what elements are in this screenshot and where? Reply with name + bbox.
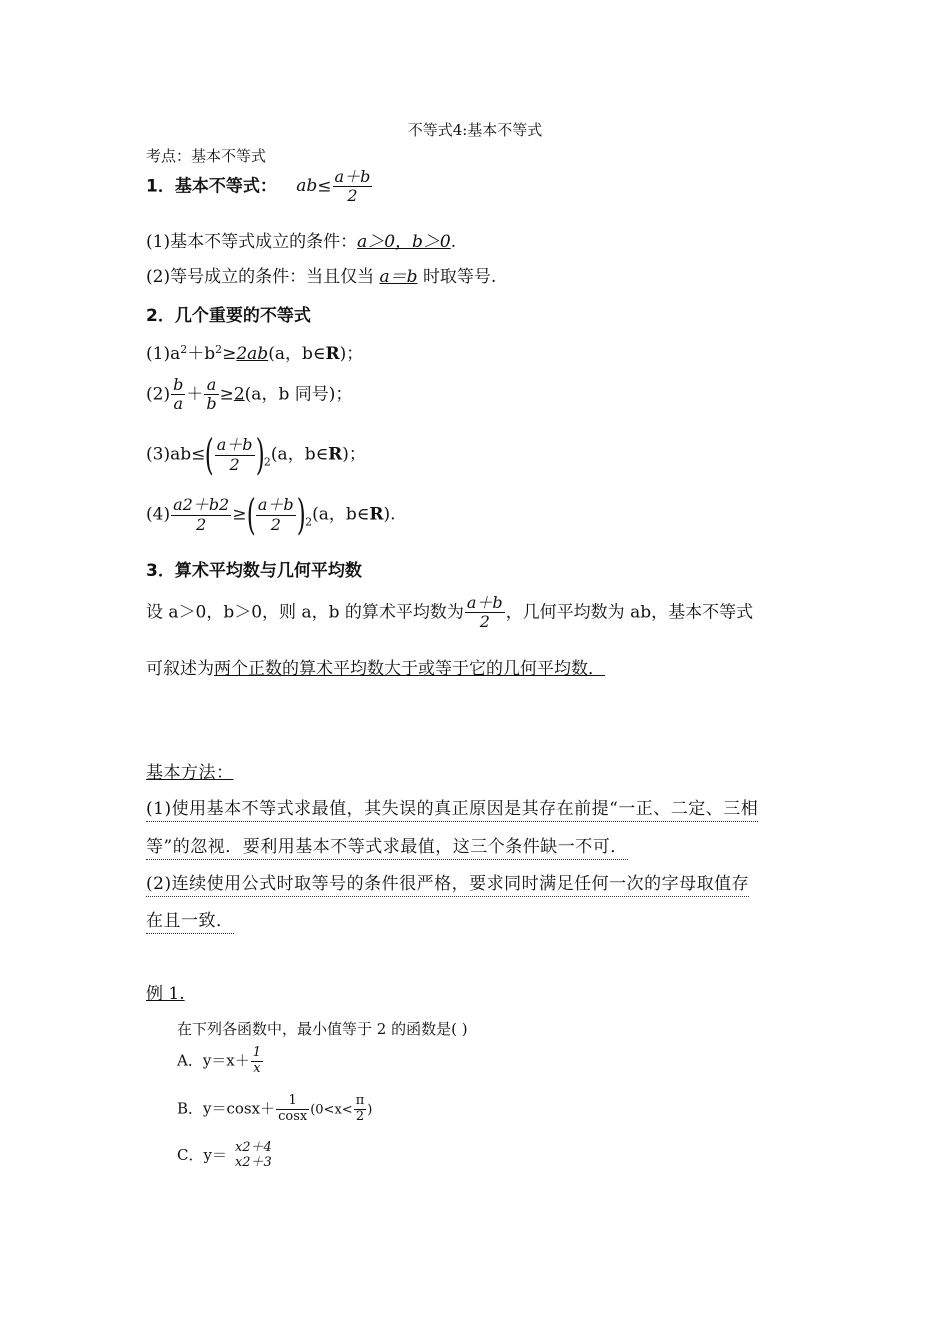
formula-lhs: ab (296, 176, 318, 197)
section2-heading: 2．几个重要的不等式 (146, 306, 311, 326)
section3-answer: 两个正数的算术平均数大于或等于它的几何平均数． (214, 659, 605, 679)
method-1-text-a: (1)使用基本不等式求最值，其失误的真正原因是其存在前提“一正、二定、三相 (146, 799, 758, 822)
ineq4-real: R (369, 504, 384, 525)
condition-2-text: (2)等号成立的条件：当且仅当 (146, 267, 375, 287)
ineq1-rel: ≥ (222, 344, 237, 364)
section3-para-line2 (146, 654, 605, 679)
option-b-pi-fraction (354, 1094, 367, 1125)
section3-text2: ，几何平均数为 ab，基本不等式 (505, 602, 754, 623)
ineq2-frac1-den: a (173, 394, 183, 414)
option-c-fraction (233, 1141, 274, 1171)
section3-text1: 设 a＞0，b＞0，则 a，b 的算术平均数为 (146, 602, 464, 623)
ineq1-b: ＋b (187, 344, 216, 364)
section1-line (146, 168, 373, 206)
section3-para-line1 (146, 594, 753, 632)
method-1-text-b: 等”的忽视．要利用基本不等式求最值，这三个条件缺一不可． (146, 837, 628, 860)
formula-rel: ≤ (317, 176, 332, 197)
ineq4-exp: 2 (305, 515, 313, 529)
topic-label: 考点：基本不等式 (146, 147, 267, 165)
ineq4-pre: (4) (146, 504, 171, 525)
ineq4-cond: (a，b∈ (312, 504, 370, 525)
option-b-end: ) (367, 1102, 373, 1118)
option-a-den: x (253, 1060, 261, 1076)
option-b-pi-num: π (355, 1093, 365, 1108)
option-c (177, 1141, 275, 1171)
section3-den: 2 (479, 612, 490, 632)
option-a-num: 1 (252, 1045, 262, 1060)
ineq4-rel: ≥ (232, 504, 247, 525)
ineq1-real: R (325, 344, 340, 364)
inequality-2 (146, 376, 352, 414)
fraction-denominator: 2 (347, 186, 358, 206)
option-c-num: x2＋4 (234, 1140, 272, 1155)
option-b-text: B．y＝cosx＋ (177, 1099, 276, 1118)
option-a-text: A．y＝x＋ (177, 1051, 250, 1070)
option-b-num: 1 (276, 1094, 309, 1110)
option-b (177, 1094, 372, 1125)
ineq3-exp: 2 (263, 455, 271, 469)
ineq1-cond: (a，b∈ (268, 344, 326, 364)
option-b-fraction (276, 1094, 309, 1125)
method-2-text-b: 在且一致． (146, 911, 234, 934)
ineq4-den2: 2 (270, 514, 281, 534)
right-paren: ) (255, 430, 265, 479)
left-paren: ( (246, 490, 256, 539)
ineq1-exp1: 2 (180, 343, 188, 356)
formula-fraction (333, 168, 373, 206)
option-b-den: cosx (278, 1108, 308, 1124)
ineq3-pre: (3)ab≤ (146, 444, 206, 465)
ineq4-frac1 (171, 496, 231, 534)
method-1-line1 (146, 794, 758, 819)
section3-fraction (465, 594, 505, 632)
ineq3-num: a＋b (216, 435, 253, 455)
inequality-4 (146, 490, 396, 539)
condition-2 (146, 262, 496, 287)
ineq2-answer: 2 (233, 384, 245, 405)
condition-1 (146, 227, 456, 252)
section3-num: a＋b (466, 593, 503, 612)
ineq2-frac2 (204, 376, 218, 414)
ineq3-cond: (a，b∈ (270, 444, 329, 465)
ineq4-num1: a2＋b2 (173, 495, 230, 515)
methods-heading: 基本方法： (146, 763, 234, 783)
option-b-cond: (0<x< (310, 1102, 353, 1118)
method-1-line2 (146, 832, 628, 857)
ineq2-frac1-num: b (173, 375, 184, 394)
ineq2-frac1 (171, 376, 185, 414)
ineq4-frac2 (256, 496, 296, 534)
right-paren: ) (296, 490, 306, 539)
section3-text3: 可叙述为 (146, 659, 214, 679)
ineq1-exp2: 2 (215, 343, 223, 356)
condition-1-text: (1)基本不等式成立的条件： (146, 232, 358, 252)
option-a-fraction (251, 1046, 263, 1077)
ineq3-den: 2 (229, 454, 240, 474)
left-paren: ( (205, 430, 215, 479)
inequality-3 (146, 430, 366, 479)
option-b-pi-den: 2 (355, 1108, 365, 1124)
example-label: 例 1. (146, 984, 185, 1004)
ineq2-frac2-num: a (204, 376, 218, 395)
ineq2-frac2-den: b (206, 394, 217, 414)
ineq3-real: R (328, 444, 343, 465)
section3-heading: 3．算术平均数与几何平均数 (146, 561, 362, 581)
fraction-numerator: a＋b (334, 167, 371, 186)
option-c-text: C．y＝ (177, 1145, 227, 1164)
option-a (177, 1046, 264, 1077)
example-question: 在下列各函数中，最小值等于 2 的函数是( ) (177, 1020, 468, 1038)
method-2-line2 (146, 906, 234, 931)
option-c-den: x2＋3 (234, 1154, 272, 1170)
ineq1-end: )； (339, 344, 364, 364)
ineq3-end: )； (342, 444, 366, 465)
method-2-text-a: (2)连续使用公式时取等号的条件很严格，要求同时满足任何一次的字母取值存 (146, 874, 749, 897)
method-2-line1 (146, 869, 749, 894)
ineq2-cond: (a，b 同号)； (244, 384, 353, 405)
condition-2-suffix: 时取等号. (422, 267, 497, 287)
section1-heading: 1．基本不等式： (146, 176, 277, 197)
ineq2-pre: (2) (146, 384, 171, 405)
document-title: 不等式4:基本不等式 (407, 121, 543, 139)
ineq4-end: ). (383, 504, 396, 525)
ineq4-den1: 2 (196, 514, 207, 534)
ineq1-answer: 2ab (236, 344, 269, 364)
inequality-1 (146, 339, 363, 364)
condition-1-answer: a＞0，b＞0 (357, 232, 451, 252)
ineq2-plus: ＋ (186, 384, 204, 405)
ineq3-frac (215, 436, 255, 474)
condition-1-end: . (450, 232, 457, 252)
ineq4-num2: a＋b (257, 495, 294, 515)
condition-2-answer: a＝b (379, 267, 418, 287)
ineq1-a: (1)a (146, 344, 181, 364)
ineq2-rel: ≥ (219, 384, 234, 405)
